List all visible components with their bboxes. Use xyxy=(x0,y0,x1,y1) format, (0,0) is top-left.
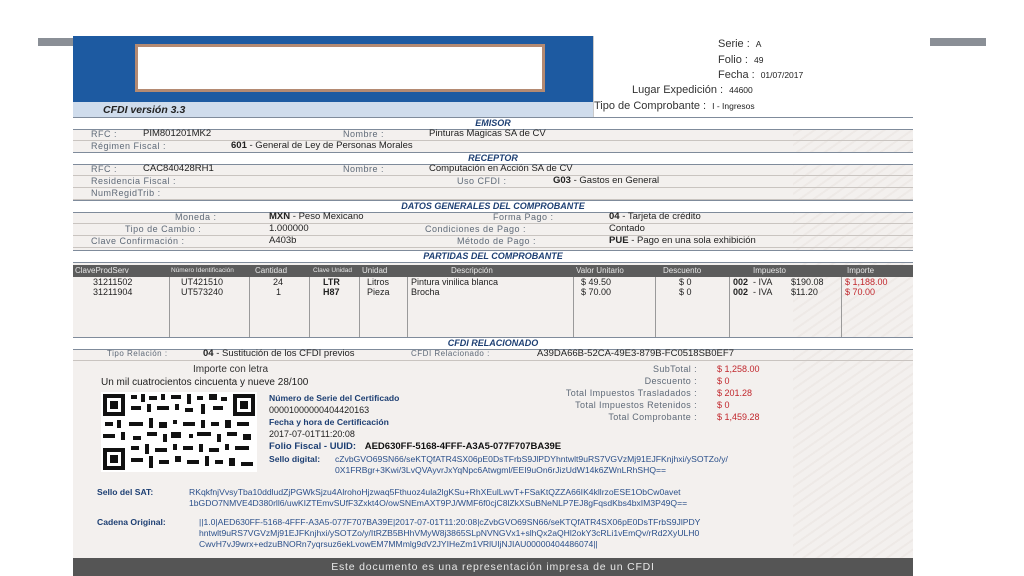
receptor-row-3: NumRegidTrib : xyxy=(73,187,913,200)
cfdi-version: CFDI versión 3.3 xyxy=(103,104,186,116)
sello-digital-label: Sello digital: xyxy=(269,454,321,464)
cadena-line-3: CwvH7vJ9wrx+edzuBNORn7yqrsuz6ekLvowEM7MMmlg9dV2JYIHeZm1VRlUIjNJIAU00000404486074|| xyxy=(199,539,598,549)
col-cantidad: Cantidad xyxy=(255,266,288,275)
section-title-cfdi-relacionado: CFDI RELACIONADO xyxy=(73,337,913,350)
fecha-field: Fecha : 01/07/2017 xyxy=(718,69,804,81)
invoice-header xyxy=(73,36,913,118)
relacionado-row: Tipo Relación : 04 - Sustitución de los CFDI previos CFDI Relacionado : A39DA66B-52CA-49E3-879B-FC0518SB0EF7 xyxy=(73,348,913,361)
section-title-partidas: PARTIDAS DEL COMPROBANTE xyxy=(73,250,913,263)
tipo-comprobante-field: Tipo de Comprobante : I - Ingresos xyxy=(594,100,755,112)
datos-row-3: Clave Confirmación : A403b Método de Pago : PUE - Pago en una sola exhibición xyxy=(73,235,913,248)
slide-bar-left xyxy=(38,38,74,46)
sello-sat-label: Sello del SAT: xyxy=(97,487,154,497)
receptor-row-2: Residencia Fiscal : Uso CFDI : G03 - Gastos en General xyxy=(73,175,913,188)
sello-sat-line-2: 1bGDO7NMVE4D380rll6/uwKIZTEmvSUfF3Zxkt4O/owSNEmAXT9PJ/WMF6f0cjC8lZkXSuBNeNLP7EJ8gFqsdKbs4bxIM3P49Q== xyxy=(189,498,688,508)
descuento-row: Descuento : $ 0 xyxy=(644,376,730,386)
col-descripcion: Descripción xyxy=(451,266,493,275)
emisor-row-2: Régimen Fiscal : 601 - General de Ley de Personas Morales xyxy=(73,140,913,153)
partidas-table-body: 31211502 UT421510 24 LTR Litros Pintura vinilica blanca $ 49.50 $ 0 002 - IVA $190.08 $ 1,188.00 31211904 UT573240 1 H87 Pieza Brocha $ 70.00 $ 0 002 - IVA $11.20 $ 70.00 xyxy=(73,277,913,341)
cadena-line-1: ||1.0|AED630FF-5168-4FFF-A3A5-077F707BA39E|2017-07-01T11:20:08|cZvbGVO69SN66/seKTQfATR4SX06pE0DsTFrbS9JlPDY xyxy=(199,517,701,527)
lugar-expedicion-field: Lugar Expedición : 44600 xyxy=(632,84,753,96)
sello-digital-line-1: cZvbGVO69SN66/seKTQfATR4SX06pE0DsTFrbS9JlPDYhntwlt9uRS7VGVzMj91EJFKnjhxi/ySOTZo/y/ xyxy=(335,454,728,464)
col-valor-unitario: Valor Unitario xyxy=(576,266,624,275)
totales-panel xyxy=(473,364,913,423)
importe-letra-value: Un mil cuatrocientos cincuenta y nueve 28/100 xyxy=(101,377,309,388)
retenidos-row: Total Impuestos Retenidos : $ 0 xyxy=(575,400,730,410)
datos-row-1: Moneda : MXN - Peso Mexicano Forma Pago : 04 - Tarjeta de crédito xyxy=(73,211,913,224)
col-impuesto: Impuesto xyxy=(753,266,786,275)
cadena-line-2: hntwlt9uRS7VGVzMj91EJFKnjhxi/ySOTZo/y/ItRZB5BHhVMyW8j3865SLpNVNGVx1+slhQx2aQHl2okY3cRLi1vEmQv/rRd2XyULH0 xyxy=(199,528,700,538)
subtotal-row: SubTotal : $ 1,258.00 xyxy=(652,364,760,374)
receptor-row-1: RFC : CAC840428RH1 Nombre : Computación en Acción SA de CV xyxy=(73,163,913,176)
uuid-field: Folio Fiscal - UUID: AED630FF-5168-4FFF-A3A5-077F707BA39E xyxy=(269,441,562,452)
section-title-emisor: EMISOR xyxy=(73,117,913,130)
cfdi-invoice xyxy=(73,36,913,576)
document-footer: Este documento es una representación impresa de un CFDI xyxy=(73,558,913,576)
sello-sat-line-1: RKqkfnjVvsyTba10ddludZjPGWkSjzu4AlrohoHjzwaq5Fthuoz4ula2lgKSu+RhXEulLwvT+FSaKtQZZA66IK4kllrzoESE1ObCw0avet xyxy=(189,487,681,497)
partidas-table-header xyxy=(73,265,913,277)
sello-digital-line-2: 0X1FRBgr+3Kwi/3LvQVAyvrJxYqNpc6Atwgml/EEI9uOn6rJizUdW14k6ZWnLRhSHQ== xyxy=(335,465,667,475)
header-info-panel xyxy=(593,36,913,118)
section-title-datos-generales: DATOS GENERALES DEL COMPROBANTE xyxy=(73,200,913,213)
fecha-certificacion-label: Fecha y hora de Certificación xyxy=(269,417,389,427)
emisor-row-1: RFC : PIM801201MK2 Nombre : Pinturas Magicas SA de CV xyxy=(73,128,913,141)
folio-field: Folio : 49 xyxy=(718,54,764,66)
cadena-original-label: Cadena Original: xyxy=(97,517,166,527)
importe-letra-label: Importe con letra xyxy=(193,364,269,375)
col-clave-unidad: Clave Unidad xyxy=(313,267,353,274)
company-logo-placeholder xyxy=(135,44,545,92)
fecha-certificacion-value: 2017-07-01T11:20:08 xyxy=(269,429,355,439)
trasladados-row: Total Impuestos Trasladados : $ 201.28 xyxy=(565,388,753,398)
section-title-receptor: RECEPTOR xyxy=(73,152,913,165)
qr-code-icon xyxy=(101,392,257,472)
col-clave-prod-serv: ClaveProdServ xyxy=(75,266,129,275)
slide-bar-right xyxy=(930,38,986,46)
numero-serie-value: 00001000000404420163 xyxy=(269,405,370,415)
total-row: Total Comprobante : $ 1,459.28 xyxy=(608,412,760,422)
numero-serie-label: Número de Serie del Certificado xyxy=(269,393,400,403)
datos-row-2: Tipo de Cambio : 1.000000 Condiciones de Pago : Contado xyxy=(73,223,913,236)
col-descuento: Descuento xyxy=(663,266,702,275)
col-unidad: Unidad xyxy=(362,266,388,275)
col-numero-identificacion: Número Identificación xyxy=(171,267,234,274)
serie-field: Serie : A xyxy=(718,38,762,50)
col-importe: Importe xyxy=(847,266,875,275)
